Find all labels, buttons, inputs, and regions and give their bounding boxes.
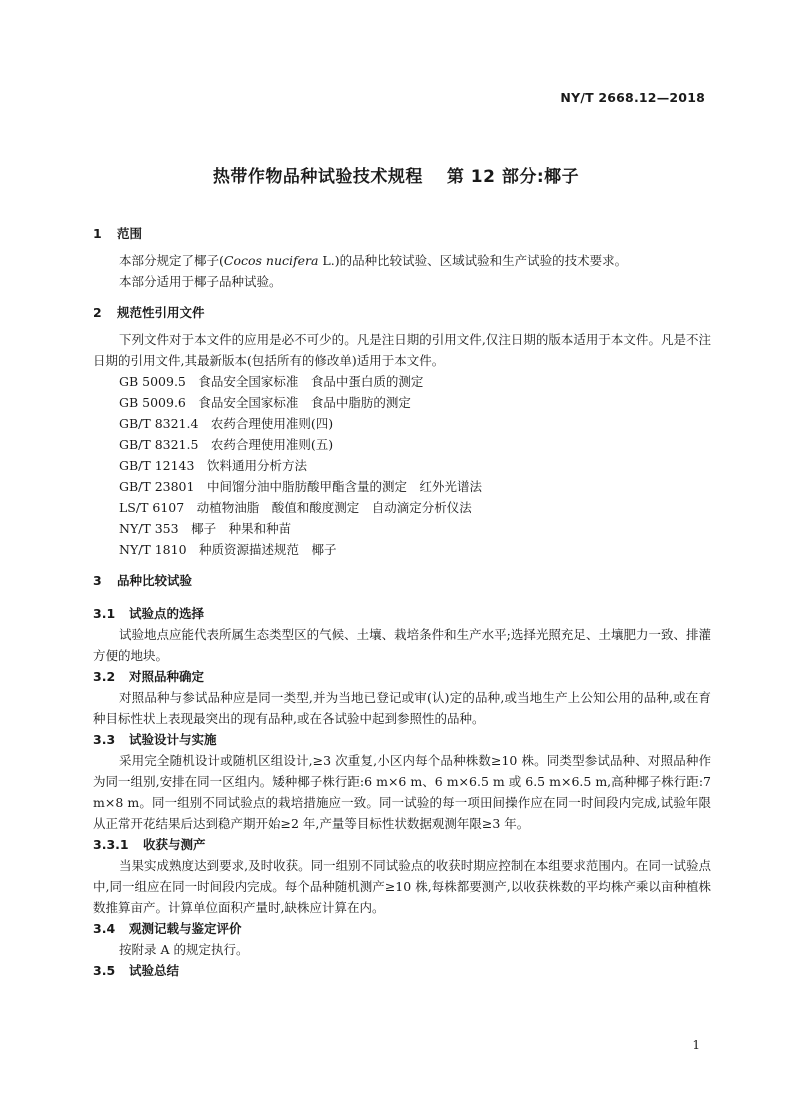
reference-list — [93, 371, 711, 560]
document-title — [0, 162, 792, 187]
standard-code: NY/T 2668.12—2018 — [560, 90, 705, 105]
reference-item: NY/T 1810 种质资源描述规范 椰子 — [119, 542, 337, 557]
section-number: 3 — [93, 573, 102, 588]
section-number: 2 — [93, 305, 102, 320]
reference-item: GB 5009.5 食品安全国家标准 食品中蛋白质的测定 — [119, 374, 424, 389]
section-3-heading — [93, 570, 711, 591]
subsection-3-2-text: 对照品种与参试品种应是同一类型,并为当地已登记或审(认)定的品种,或当地生产上公知公用的品种,或在育种目标性状上表现最突出的现有品种,或在各试验中起到参照性的品种。 — [93, 690, 711, 726]
subsection-3-1-heading: 3.1 试验点的选择 — [93, 606, 205, 621]
subsection-3-4-text: 按附录 A 的规定执行。 — [119, 942, 249, 957]
title-part: 第 12 部分:椰子 — [446, 167, 580, 187]
subsection-3-3-1-heading: 3.3.1 收获与测产 — [93, 837, 206, 852]
reference-item: LS/T 6107 动植物油脂 酸值和酸度测定 自动滴定分析仪法 — [119, 500, 472, 515]
subsection-3-3-heading: 3.3 试验设计与实施 — [93, 732, 217, 747]
reference-item: GB/T 23801 中间馏分油中脂肪酸甲酯含量的测定 红外光谱法 — [119, 479, 482, 494]
section-title: 品种比较试验 — [117, 573, 193, 588]
subsection-3-1-text: 试验地点应能代表所属生态类型区的气候、土壤、栽培条件和生产水平;选择光照充足、土壤肥力一致、排灌方便的地块。 — [93, 627, 711, 663]
reference-item: NY/T 353 椰子 种果和种苗 — [119, 521, 292, 536]
scope-paragraph-2: 本部分适用于椰子品种试验。 — [119, 274, 282, 289]
document-body — [93, 223, 711, 981]
subsection-3-4-heading: 3.4 观测记载与鉴定评价 — [93, 921, 242, 936]
subsection-3-5-heading: 3.5 试验总结 — [93, 963, 180, 978]
reference-item: GB/T 8321.4 农药合理使用准则(四) — [119, 416, 334, 431]
section-title: 规范性引用文件 — [117, 305, 205, 320]
latin-name: Cocos nucifera — [223, 253, 319, 268]
subsection-3-3-1-text: 当果实成熟度达到要求,及时收获。同一组别不同试验点的收获时期应控制在本组要求范围内。在同一试验点中,同一组应在同一时间段内完成。每个品种随机测产≥10 株,每株都要测产,以收获株数的平均株产乘以亩种植株数推算亩产。计算单位面积产量时,缺株应计算在内。 — [93, 858, 711, 915]
reference-item: GB/T 8321.5 农药合理使用准则(五) — [119, 437, 334, 452]
section-2-heading — [93, 302, 711, 323]
section-title: 范围 — [117, 226, 143, 241]
title-main: 热带作物品种试验技术规程 — [212, 167, 423, 187]
section-1-heading — [93, 223, 711, 244]
references-intro: 下列文件对于本文件的应用是必不可少的。凡是注日期的引用文件,仅注日期的版本适用于本文件。凡是不注日期的引用文件,其最新版本(包括所有的修改单)适用于本文件。 — [93, 332, 711, 368]
scope-paragraph-1: 本部分规定了椰子(Cocos nucifera L.)的品种比较试验、区域试验和生产试验的技术要求。 — [119, 253, 628, 268]
subsection-3-3-text: 采用完全随机设计或随机区组设计,≥3 次重复,小区内每个品种株数≥10 株。同类型参试品种、对照品种作为同一组别,安排在同一区组内。矮种椰子株行距:6 m×6 m、6 m×6.5 m 或 6.5 m×6.5 m,高种椰子株行距:7 m×8 m。同一组别不同试验点的栽培措施应一致。同一试验的每一项田间操作应在同一时间段内完成,试验年限从正常开花结果后达到稳产期开始≥2 年,产量等目标性状数据观测年限≥3 年。 — [93, 753, 711, 831]
page-number: 1 — [692, 1038, 700, 1052]
subsection-3-2-heading: 3.2 对照品种确定 — [93, 669, 205, 684]
reference-item: GB 5009.6 食品安全国家标准 食品中脂肪的测定 — [119, 395, 411, 410]
section-number: 1 — [93, 226, 102, 241]
reference-item: GB/T 12143 饮料通用分析方法 — [119, 458, 307, 473]
